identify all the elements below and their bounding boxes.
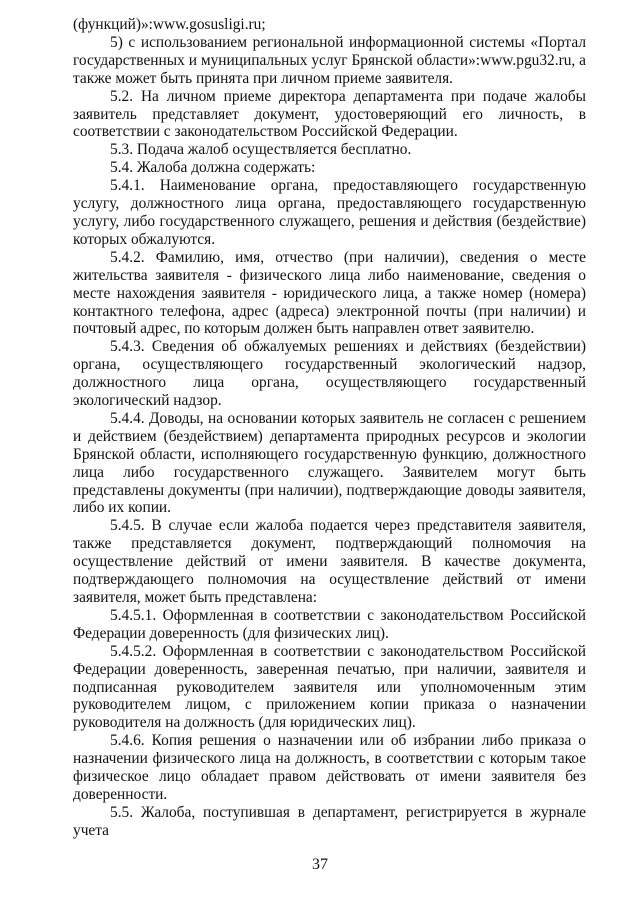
paragraph-5-4-2: 5.4.2. Фамилию, имя, отчество (при наличии), сведения о месте жительства заявителя - физического лица либо наименование, сведения о месте нахождения заявителя - юридического лица, а также номер (номера) контактного телефона, адрес (адреса) электронной почты (при наличии) и почтовый адрес, по которым должен быть направлен ответ заявителю. — [73, 248, 586, 338]
paragraph-5-4-6: 5.4.6. Копия решения о назначении или об избрании либо приказа о назначении физического лица на должность, в соответствии с которым такое физическое лицо обладает правом действовать от имени заявителя без доверенности. — [73, 732, 586, 803]
paragraph-5-5: 5.5. Жалоба, поступившая в департамент, регистрируется в журнале учета — [73, 803, 586, 839]
paragraph-5-2: 5.2. На личном приеме директора департамента при подаче жалобы заявитель представляет документ, удостоверяющий его личность, в соответствии с законодательством Российской Федерации. — [73, 87, 586, 141]
paragraph-item-5: 5) с использованием региональной информационной системы «Портал государственных и муниципальных услуг Брянской области»:www.pgu32.ru, а также может быть принята при личном приеме заявителя. — [73, 33, 586, 87]
paragraph-5-4-5-1: 5.4.5.1. Оформленная в соответствии с законодательством Российской Федерации доверенность (для физических лиц). — [73, 606, 586, 642]
paragraph-continuation: (функций)»:www.gosusligi.ru; — [73, 16, 266, 33]
paragraph-5-4-4: 5.4.4. Доводы, на основании которых заявитель не согласен с решением и действием (бездействием) департамента природных ресурсов и экологии Брянской области, исполняющего государственную функцию, должностного лица либо государственного служащего. Заявителем могут быть представлены документы (при наличии), подтверждающие доводы заявителя, либо их копии. — [73, 409, 586, 517]
document-body — [73, 16, 586, 840]
paragraph-5-4: 5.4. Жалоба должна содержать: — [110, 159, 316, 177]
page-number: 37 — [312, 856, 328, 873]
paragraph-5-4-5-2: 5.4.5.2. Оформленная в соответствии с законодательством Российской Федерации доверенность, заверенная печатью, при наличии, заявителя и подписанная руководителем заявителя или уполномоченным этим руководителем лицом, с приложением копии приказа о назначении руководителя на должность (для юридических лиц). — [73, 642, 586, 732]
paragraph-5-4-3: 5.4.3. Сведения об обжалуемых решениях и действиях (бездействии) органа, осуществляющего государственный экологический надзор, должностного лица органа, осуществляющего государственный экологический надзор. — [73, 338, 586, 410]
paragraph-5-4-5: 5.4.5. В случае если жалоба подается через представителя заявителя, также представляется документ, подтверждающий полномочия на осуществление действий от имени заявителя. В качестве документа, подтверждающего полномочия на осуществление действий от имени заявителя, может быть представлена: — [73, 517, 586, 606]
paragraph-5-3: 5.3. Подача жалоб осуществляется бесплатно. — [110, 141, 412, 159]
paragraph-5-4-1: 5.4.1. Наименование органа, предоставляющего государственную услугу, должностного лица органа, предоставляющего государственную услугу, либо государственного служащего, решения и действия (бездействие) которых обжалуются. — [73, 177, 586, 248]
